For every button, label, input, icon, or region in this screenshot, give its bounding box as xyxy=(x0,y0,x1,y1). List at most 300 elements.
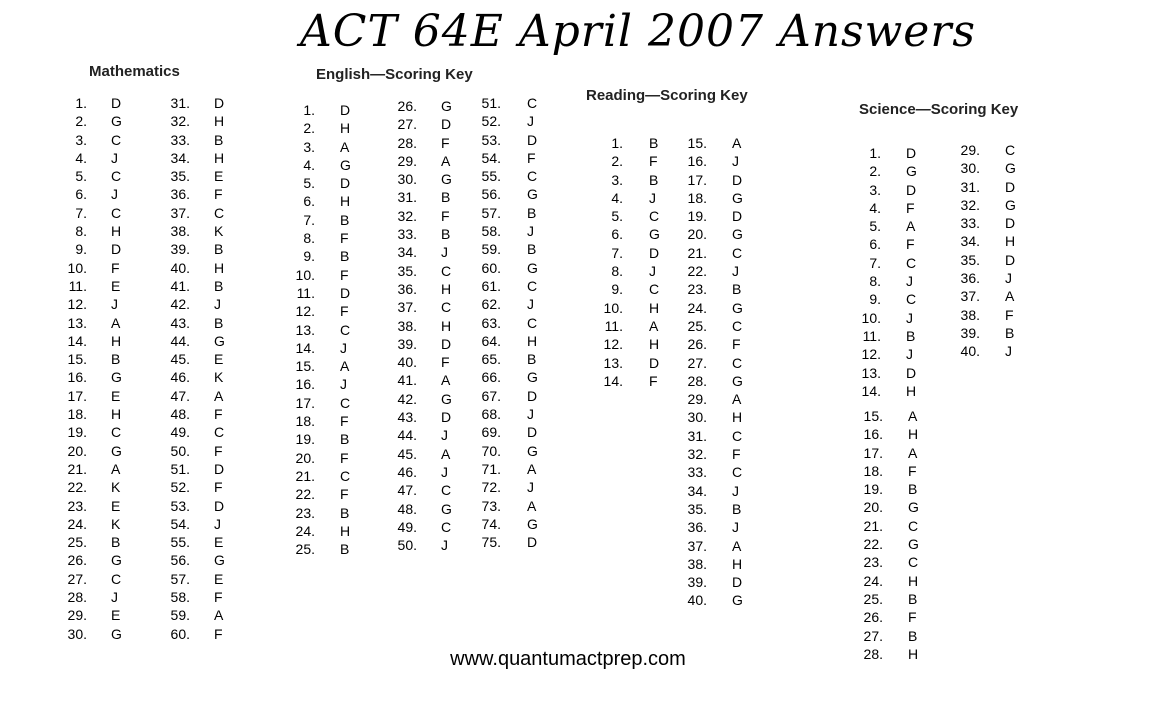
answer-row xyxy=(0,590,1152,608)
answer-letter: G xyxy=(111,113,122,130)
answer-letter: F xyxy=(906,236,915,253)
answer-row xyxy=(0,462,1152,480)
question-number: 18. xyxy=(67,406,87,423)
question-number: 42. xyxy=(170,296,190,313)
answer-letter: D xyxy=(527,131,538,148)
question-number: 22. xyxy=(863,536,883,553)
question-number: 28. xyxy=(397,134,417,151)
answer-letter: F xyxy=(214,442,223,459)
answer-letter: A xyxy=(1005,288,1015,305)
answer-letter: A xyxy=(732,391,742,408)
answer-letter: J xyxy=(1005,270,1012,287)
answer-row xyxy=(0,214,1152,232)
answer-letter: C xyxy=(111,204,122,221)
answer-letter: F xyxy=(214,625,223,642)
answer-row xyxy=(0,159,1152,177)
answer-letter: H xyxy=(214,149,225,166)
question-number: 25. xyxy=(67,534,87,551)
question-number: 34. xyxy=(960,233,980,250)
question-number: 12. xyxy=(67,296,87,313)
answer-letter: H xyxy=(111,223,122,240)
page-title: ACT 64E April 2007 Answers xyxy=(300,6,976,57)
question-number: 38. xyxy=(170,223,190,240)
answer-letter: B xyxy=(732,281,742,298)
question-number: 37. xyxy=(397,299,417,316)
question-number: 30. xyxy=(397,171,417,188)
science-column-2 xyxy=(0,407,1152,663)
question-number: 46. xyxy=(170,369,190,386)
answer-letter: J xyxy=(1005,343,1012,360)
answer-letter: G xyxy=(441,98,452,114)
question-number: 49. xyxy=(397,518,417,535)
question-number: 29. xyxy=(687,391,707,408)
answer-letter: D xyxy=(732,574,743,591)
answer-letter: C xyxy=(214,424,225,441)
question-number: 74. xyxy=(481,515,501,532)
question-number: 6. xyxy=(75,186,87,203)
answer-row xyxy=(0,94,1152,112)
answer-letter: B xyxy=(214,241,224,258)
answer-letter: J xyxy=(441,463,448,480)
answer-letter: J xyxy=(441,244,448,261)
answer-letter: E xyxy=(214,534,224,551)
answer-letter: C xyxy=(441,299,452,316)
answer-letter: H xyxy=(340,120,351,137)
answer-letter: C xyxy=(732,317,743,334)
answer-letter: B xyxy=(908,481,918,498)
answer-letter: F xyxy=(908,462,917,479)
answer-letter: B xyxy=(527,241,537,258)
question-number: 12. xyxy=(861,346,881,363)
question-number: 5. xyxy=(611,208,623,225)
question-number: 43. xyxy=(170,314,190,331)
question-number: 75. xyxy=(481,534,501,551)
answer-letter: B xyxy=(908,627,918,644)
question-number: 17. xyxy=(67,387,87,404)
question-number: 23. xyxy=(67,497,87,514)
question-number: 11. xyxy=(862,327,881,344)
question-number: 21. xyxy=(295,467,315,484)
answer-letter: G xyxy=(649,226,660,243)
answer-letter: H xyxy=(340,522,351,539)
question-number: 9. xyxy=(75,241,87,258)
answer-letter: G xyxy=(111,442,122,459)
question-number: 58. xyxy=(170,589,190,606)
answer-letter: J xyxy=(527,113,534,130)
answer-letter: G xyxy=(908,536,919,553)
question-number: 1. xyxy=(611,135,623,151)
answer-letter: A xyxy=(441,372,451,389)
answer-letter: B xyxy=(111,351,121,368)
answer-letter: B xyxy=(340,211,350,228)
question-number: 23. xyxy=(687,281,707,298)
answer-letter: H xyxy=(527,332,538,349)
question-number: 19. xyxy=(67,424,87,441)
question-number: 44. xyxy=(170,332,190,349)
question-number: 21. xyxy=(687,244,707,261)
question-number: 4. xyxy=(303,156,315,173)
question-number: 11. xyxy=(296,284,315,301)
answer-row xyxy=(0,382,1152,400)
answer-letter: G xyxy=(441,500,452,517)
answer-letter: G xyxy=(441,171,452,188)
question-number: 28. xyxy=(863,645,883,662)
answer-letter: H xyxy=(732,409,743,426)
answer-letter: J xyxy=(340,376,347,393)
question-number: 6. xyxy=(611,226,623,243)
answer-letter: J xyxy=(527,296,534,313)
question-number: 55. xyxy=(170,534,190,551)
question-number: 15. xyxy=(67,351,87,368)
question-number: 62. xyxy=(481,296,501,313)
answer-letter: C xyxy=(441,262,452,279)
question-number: 26. xyxy=(687,336,707,353)
question-number: 37. xyxy=(687,537,707,554)
question-number: 64. xyxy=(481,332,501,349)
answer-letter: C xyxy=(527,277,538,294)
answer-letter: D xyxy=(906,364,917,381)
question-number: 21. xyxy=(863,517,883,534)
answer-letter: J xyxy=(441,537,448,554)
answer-letter: F xyxy=(441,134,450,151)
question-number: 56. xyxy=(481,186,501,203)
answer-letter: F xyxy=(527,149,536,166)
question-number: 10. xyxy=(67,259,87,276)
question-number: 58. xyxy=(481,223,501,240)
question-number: 45. xyxy=(170,351,190,368)
answer-letter: J xyxy=(732,153,739,170)
question-number: 24. xyxy=(67,515,87,532)
answer-letter: G xyxy=(732,372,743,389)
answer-letter: G xyxy=(527,515,538,532)
answer-row xyxy=(0,269,1152,287)
question-number: 34. xyxy=(687,482,707,499)
question-number: 44. xyxy=(397,427,417,444)
question-number: 40. xyxy=(397,354,417,371)
question-number: 51. xyxy=(481,95,501,111)
question-number: 22. xyxy=(67,479,87,496)
answer-letter: F xyxy=(340,449,349,466)
answer-letter: C xyxy=(340,394,351,411)
answer-letter: F xyxy=(441,354,450,371)
question-number: 43. xyxy=(397,409,417,426)
answer-letter: A xyxy=(441,152,451,169)
answer-letter: C xyxy=(649,281,660,298)
answer-row xyxy=(0,251,1152,269)
question-number: 27. xyxy=(67,570,87,587)
question-number: 63. xyxy=(481,314,501,331)
question-number: 53. xyxy=(481,131,501,148)
answer-letter: B xyxy=(214,277,224,294)
question-number: 38. xyxy=(687,555,707,572)
answer-letter: C xyxy=(527,314,538,331)
answer-row xyxy=(0,287,1152,305)
answer-letter: K xyxy=(214,369,224,386)
answer-letter: B xyxy=(340,504,350,521)
answer-letter: A xyxy=(214,387,224,404)
science-column-3 xyxy=(0,141,1152,361)
answer-row xyxy=(0,306,1152,324)
question-number: 3. xyxy=(303,138,315,155)
question-number: 31. xyxy=(397,189,417,206)
answer-letter: J xyxy=(111,186,118,203)
question-number: 27. xyxy=(397,116,417,133)
answer-letter: J xyxy=(111,149,118,166)
answer-letter: D xyxy=(111,241,122,258)
question-number: 29. xyxy=(397,152,417,169)
answer-letter: A xyxy=(906,218,916,235)
answer-letter: J xyxy=(906,309,913,326)
question-number: 36. xyxy=(397,280,417,297)
question-number: 26. xyxy=(863,609,883,626)
answer-letter: C xyxy=(908,554,919,571)
question-number: 25. xyxy=(295,541,315,558)
question-number: 15. xyxy=(295,358,315,375)
answer-letter: H xyxy=(111,332,122,349)
answer-letter: F xyxy=(732,336,741,353)
answer-letter: A xyxy=(214,607,224,624)
question-number: 16. xyxy=(863,426,883,443)
answer-letter: B xyxy=(906,327,916,344)
answer-letter: J xyxy=(649,189,656,206)
question-number: 9. xyxy=(869,291,881,308)
answer-row xyxy=(0,425,1152,443)
answer-letter: B xyxy=(441,226,451,243)
answer-letter: E xyxy=(214,351,224,368)
answer-letter: J xyxy=(441,427,448,444)
question-number: 48. xyxy=(397,500,417,517)
answer-letter: G xyxy=(732,189,743,206)
question-number: 32. xyxy=(960,196,980,213)
question-number: 22. xyxy=(687,263,707,280)
answer-letter: J xyxy=(732,482,739,499)
question-number: 42. xyxy=(397,390,417,407)
answer-letter: B xyxy=(214,131,224,148)
math-title: Mathematics xyxy=(89,63,180,80)
answer-letter: G xyxy=(527,369,538,386)
answer-letter: F xyxy=(340,266,349,283)
answer-letter: B xyxy=(1005,324,1015,341)
question-number: 7. xyxy=(869,254,881,271)
answer-letter: B xyxy=(649,135,659,151)
answer-letter: B xyxy=(527,204,537,221)
answer-letter: D xyxy=(649,354,660,371)
question-number: 35. xyxy=(687,500,707,517)
question-number: 66. xyxy=(481,369,501,386)
answer-letter: A xyxy=(340,358,350,375)
answer-letter: F xyxy=(340,486,349,503)
answer-letter: J xyxy=(340,339,347,356)
answer-letter: F xyxy=(1005,306,1014,323)
answer-letter: F xyxy=(340,230,349,247)
question-number: 39. xyxy=(397,335,417,352)
question-number: 13. xyxy=(603,354,623,371)
answer-letter: E xyxy=(111,277,121,294)
answer-letter: A xyxy=(527,497,537,514)
answer-letter: G xyxy=(906,163,917,180)
answer-letter: D xyxy=(340,284,351,301)
answer-letter: G xyxy=(340,156,351,173)
answer-letter: J xyxy=(732,263,739,280)
answer-letter: D xyxy=(527,534,538,551)
reading-title: Reading—Scoring Key xyxy=(586,87,748,104)
question-number: 18. xyxy=(863,462,883,479)
answer-row xyxy=(0,342,1152,360)
question-number: 6. xyxy=(869,236,881,253)
question-number: 13. xyxy=(861,364,881,381)
question-number: 68. xyxy=(481,406,501,423)
question-number: 16. xyxy=(687,153,707,170)
question-number: 35. xyxy=(170,168,190,185)
question-number: 50. xyxy=(397,537,417,554)
answer-letter: J xyxy=(649,263,656,280)
answer-row xyxy=(0,444,1152,462)
question-number: 22. xyxy=(295,486,315,503)
answer-letter: F xyxy=(908,609,917,626)
website-url: www.quantumactprep.com xyxy=(450,648,686,670)
answer-letter: E xyxy=(214,570,224,587)
answer-letter: G xyxy=(732,299,743,316)
answer-row xyxy=(0,196,1152,214)
question-number: 55. xyxy=(481,168,501,185)
answer-letter: G xyxy=(732,592,743,609)
question-number: 32. xyxy=(397,207,417,224)
answer-letter: J xyxy=(732,519,739,536)
question-number: 26. xyxy=(397,98,417,114)
question-number: 35. xyxy=(397,262,417,279)
question-number: 53. xyxy=(170,497,190,514)
question-number: 23. xyxy=(295,504,315,521)
question-number: 57. xyxy=(170,570,190,587)
answer-letter: A xyxy=(649,317,659,334)
question-number: 60. xyxy=(481,259,501,276)
question-number: 60. xyxy=(170,625,190,642)
question-number: 34. xyxy=(397,244,417,261)
question-number: 39. xyxy=(687,574,707,591)
question-number: 39. xyxy=(960,324,980,341)
question-number: 14. xyxy=(603,372,623,389)
question-number: 47. xyxy=(397,482,417,499)
answer-letter: F xyxy=(214,186,223,203)
question-number: 38. xyxy=(397,317,417,334)
question-number: 19. xyxy=(295,431,315,448)
question-number: 36. xyxy=(960,270,980,287)
answer-letter: F xyxy=(649,153,658,170)
question-number: 20. xyxy=(687,226,707,243)
answer-letter: H xyxy=(111,406,122,423)
question-number: 40. xyxy=(687,592,707,609)
answer-letter: J xyxy=(527,406,534,423)
question-number: 10. xyxy=(295,266,315,283)
answer-letter: H xyxy=(908,645,919,662)
answer-letter: D xyxy=(527,387,538,404)
answer-letter: C xyxy=(906,291,917,308)
answer-row xyxy=(0,517,1152,535)
answer-letter: C xyxy=(527,168,538,185)
answer-letter: D xyxy=(441,335,452,352)
question-number: 11. xyxy=(604,317,623,334)
answer-letter: C xyxy=(649,208,660,225)
answer-letter: B xyxy=(111,534,121,551)
answer-letter: A xyxy=(111,460,121,477)
question-number: 67. xyxy=(481,387,501,404)
question-number: 59. xyxy=(481,241,501,258)
question-number: 9. xyxy=(611,281,623,298)
question-number: 24. xyxy=(687,299,707,316)
question-number: 3. xyxy=(611,171,623,188)
answer-letter: C xyxy=(908,517,919,534)
question-number: 4. xyxy=(869,199,881,216)
question-number: 21. xyxy=(67,460,87,477)
answer-letter: G xyxy=(527,442,538,459)
answer-letter: G xyxy=(1005,160,1016,177)
question-number: 4. xyxy=(611,189,623,206)
answer-letter: A xyxy=(441,445,451,462)
question-number: 48. xyxy=(170,406,190,423)
answer-letter: C xyxy=(111,168,122,185)
answer-letter: J xyxy=(906,273,913,290)
question-number: 54. xyxy=(170,515,190,532)
answer-row xyxy=(0,112,1152,130)
answer-letter: D xyxy=(649,244,660,261)
answer-letter: A xyxy=(111,314,121,331)
answer-letter: E xyxy=(111,607,121,624)
answer-row xyxy=(0,553,1152,571)
question-number: 11. xyxy=(68,277,87,294)
question-number: 8. xyxy=(75,223,87,240)
question-number: 7. xyxy=(75,204,87,221)
answer-letter: D xyxy=(1005,251,1016,268)
question-number: 25. xyxy=(687,317,707,334)
answer-letter: G xyxy=(527,186,538,203)
answer-letter: F xyxy=(732,446,741,463)
answer-letter: D xyxy=(732,171,743,188)
question-number: 34. xyxy=(170,149,190,166)
answer-letter: B xyxy=(527,351,537,368)
answer-letter: K xyxy=(214,223,224,240)
answer-row xyxy=(0,572,1152,590)
question-number: 45. xyxy=(397,445,417,462)
answer-letter: C xyxy=(441,518,452,535)
answer-row xyxy=(0,498,1152,516)
question-number: 33. xyxy=(687,464,707,481)
answer-letter: F xyxy=(111,259,120,276)
answer-letter: J xyxy=(906,346,913,363)
question-number: 33. xyxy=(397,226,417,243)
answer-letter: G xyxy=(214,552,225,569)
answer-letter: E xyxy=(111,387,121,404)
answer-letter: D xyxy=(214,460,225,477)
answer-letter: K xyxy=(111,515,121,532)
question-number: 38. xyxy=(960,306,980,323)
question-number: 8. xyxy=(303,230,315,247)
question-number: 20. xyxy=(295,449,315,466)
answer-letter: C xyxy=(732,464,743,481)
question-number: 27. xyxy=(863,627,883,644)
answer-letter: G xyxy=(1005,196,1016,213)
question-number: 5. xyxy=(75,168,87,185)
answer-row xyxy=(0,324,1152,342)
answer-letter: F xyxy=(214,406,223,423)
question-number: 31. xyxy=(960,178,980,195)
question-number: 2. xyxy=(303,120,315,137)
answer-letter: G xyxy=(441,390,452,407)
answer-letter: D xyxy=(1005,178,1016,195)
question-number: 8. xyxy=(611,263,623,280)
question-number: 3. xyxy=(75,131,87,148)
question-number: 7. xyxy=(611,244,623,261)
question-number: 36. xyxy=(170,186,190,203)
